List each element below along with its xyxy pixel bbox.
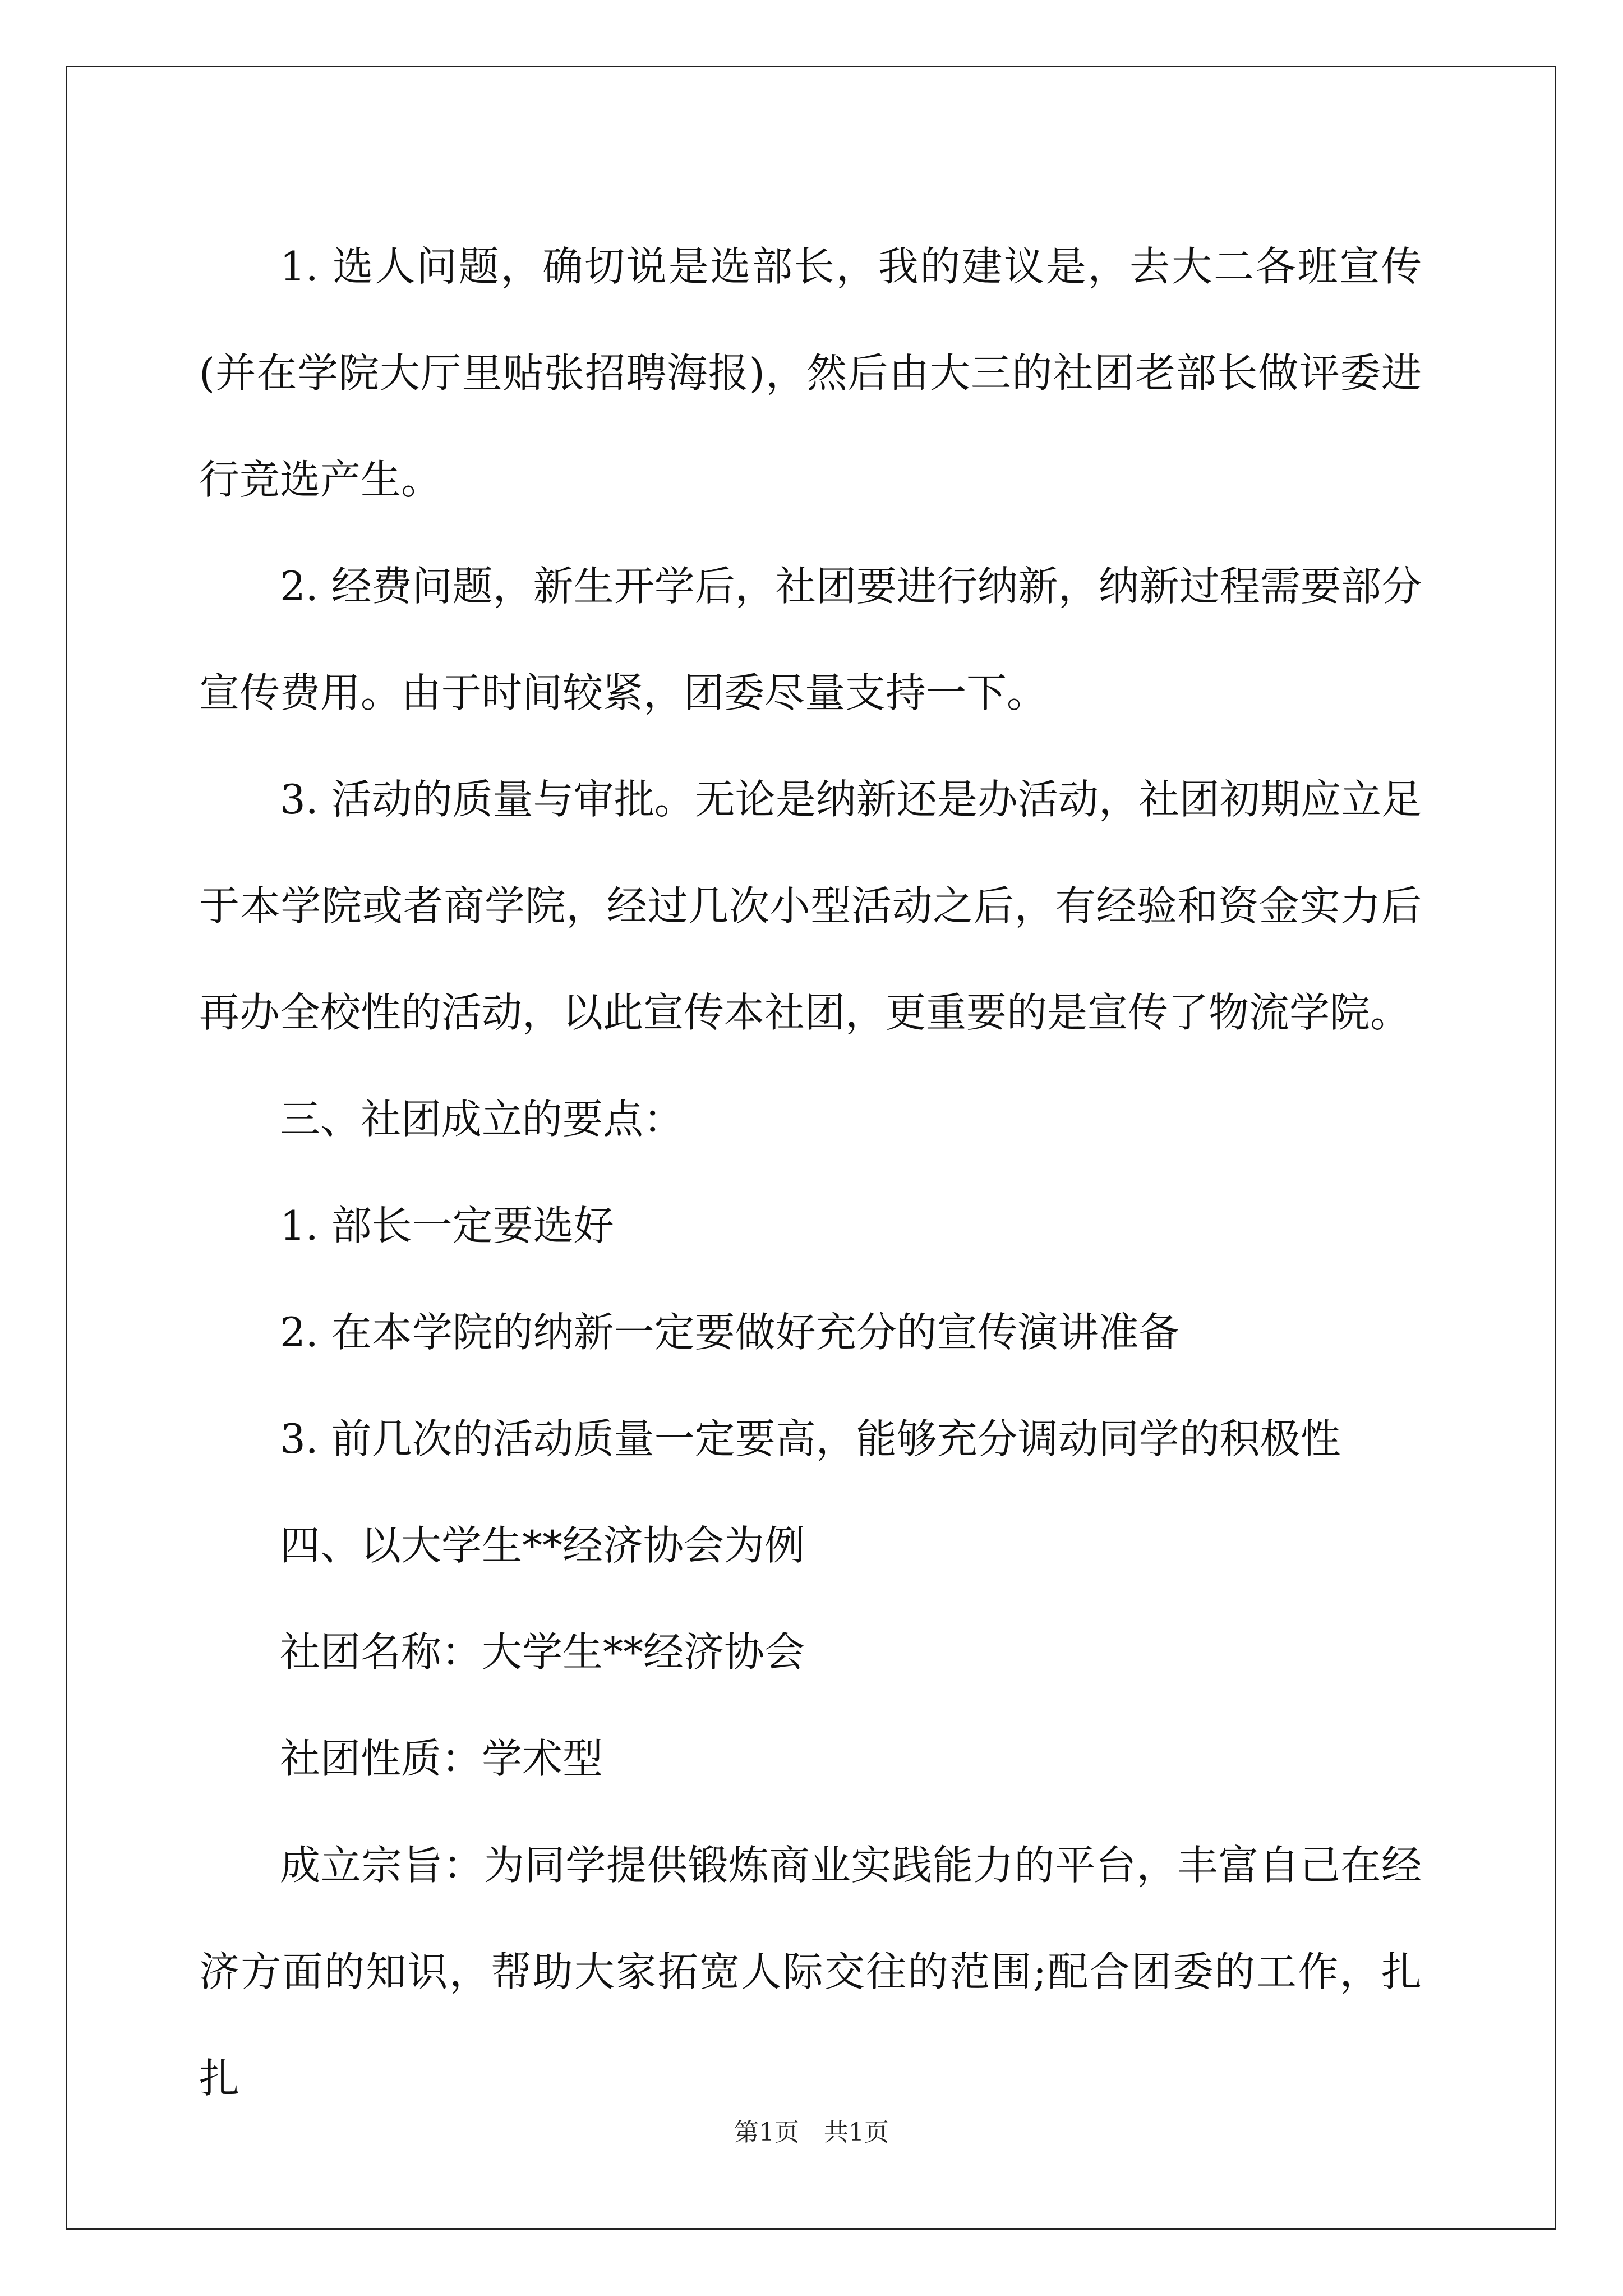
list-item: 1. 部长一定要选好 <box>280 1202 614 1249</box>
page-footer: 第1页 共1页 <box>734 2118 889 2147</box>
list-item: 2. 在本学院的纳新一定要做好充分的宣传演讲准备 <box>280 1309 1179 1356</box>
club-name-line: 社团名称：大学生**经济协会 <box>280 1628 805 1676</box>
paragraph-selection: 1. 选人问题，确切说是选部长，我的建议是，去大二各班宣传(并在学院大厅里贴张招聘海报)，然后由大三的社团老部长做评委进行竞选产生。 <box>199 243 1422 503</box>
club-type-line: 社团性质：学术型 <box>280 1735 603 1782</box>
section-heading-example: 四、以大学生**经济协会为例 <box>280 1522 805 1569</box>
club-purpose-paragraph: 成立宗旨：为同学提供锻炼商业实践能力的平台，丰富自己在经济方面的知识，帮助大家拓宽人际交往的范围;配合团委的工作，扎扎 <box>199 1842 1422 2102</box>
paragraph-quality: 3. 活动的质量与审批。无论是纳新还是办活动，社团初期应立足于本学院或者商学院，经过几次小型活动之后，有经验和资金实力后再办全校性的活动，以此宣传本社团，更重要的是宣传了物流学院。 <box>199 776 1422 1036</box>
paragraph-funding: 2. 经费问题，新生开学后，社团要进行纳新，纳新过程需要部分宣传费用。由于时间较紧，团委尽量支持一下。 <box>199 563 1422 716</box>
document-body <box>199 213 1422 2132</box>
section-heading-key-points: 三、社团成立的要点： <box>280 1096 684 1143</box>
list-item: 3. 前几次的活动质量一定要高，能够充分调动同学的积极性 <box>280 1415 1341 1462</box>
